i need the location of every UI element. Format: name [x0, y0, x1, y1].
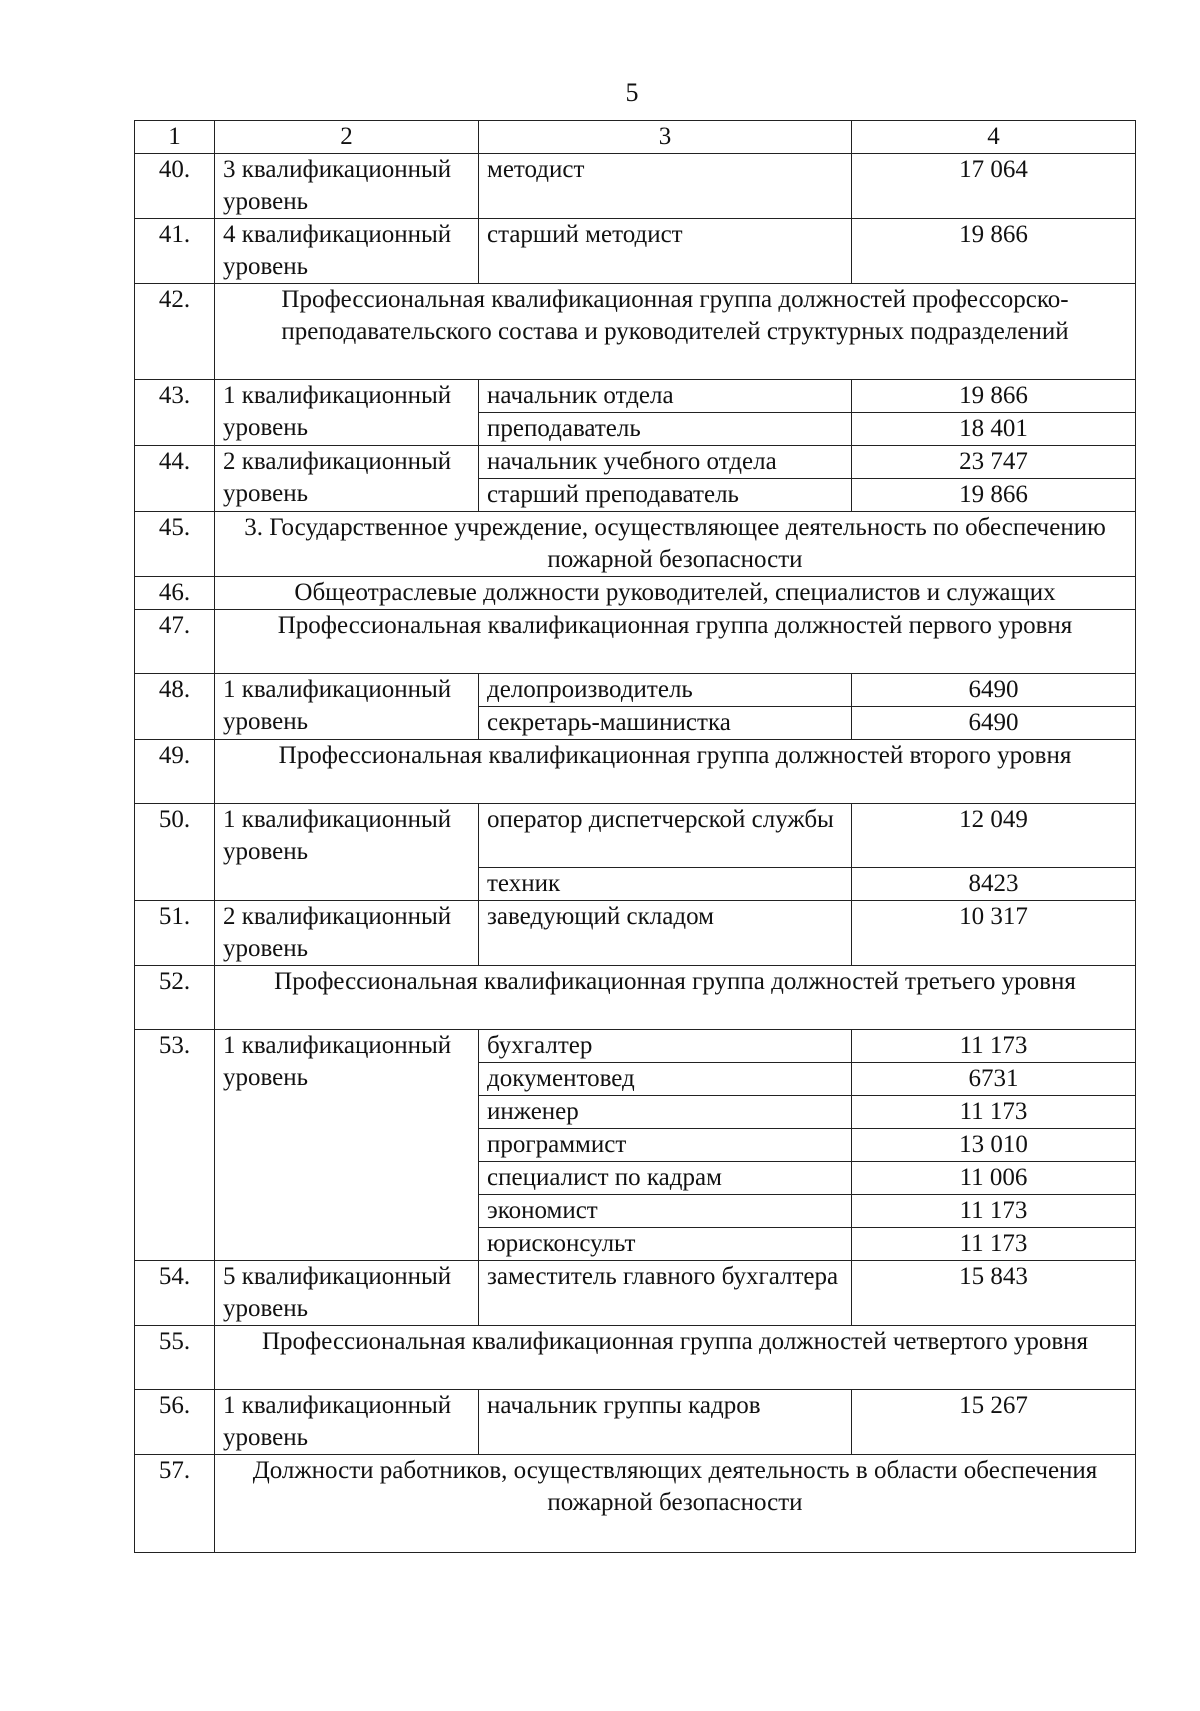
salary-value: 6731	[852, 1063, 1136, 1096]
qualification-level: 1 квалификационный уровень	[215, 380, 479, 446]
table-row	[135, 512, 1136, 577]
qualification-level: 4 квалификационный уровень	[215, 219, 479, 284]
table-row	[135, 380, 1136, 413]
qualification-level: 2 квалификационный уровень	[215, 446, 479, 512]
qualification-level: 1 квалификационный уровень	[215, 1030, 479, 1261]
salary-value: 11 173	[852, 1096, 1136, 1129]
row-number: 51.	[135, 901, 215, 966]
qualification-level: 5 квалификационный уровень	[215, 1261, 479, 1326]
salary-value: 17 064	[852, 154, 1136, 219]
salary-value: 8423	[852, 868, 1136, 901]
group-heading: Профессиональная квалификационная группа должностей третьего уровня	[215, 966, 1136, 1030]
row-number: 41.	[135, 219, 215, 284]
qualification-level: 1 квалификационный уровень	[215, 674, 479, 740]
table-row	[135, 901, 1136, 966]
position-name: заведующий складом	[479, 901, 852, 966]
position-name: специалист по кадрам	[479, 1162, 852, 1195]
row-number: 43.	[135, 380, 215, 446]
group-heading: Профессиональная квалификационная группа должностей профессорско-преподавательского состава и руководителей структурных подразделений	[215, 284, 1136, 380]
salary-value: 11 173	[852, 1195, 1136, 1228]
row-number: 47.	[135, 610, 215, 674]
salary-value: 15 267	[852, 1390, 1136, 1455]
salary-value: 13 010	[852, 1129, 1136, 1162]
header-cell: 2	[215, 121, 479, 154]
position-name: старший преподаватель	[479, 479, 852, 512]
header-cell: 1	[135, 121, 215, 154]
table-row	[135, 219, 1136, 284]
salary-value: 11 173	[852, 1030, 1136, 1063]
row-number: 40.	[135, 154, 215, 219]
position-name: старший методист	[479, 219, 852, 284]
row-number: 49.	[135, 740, 215, 804]
table-row	[135, 804, 1136, 868]
position-name: экономист	[479, 1195, 852, 1228]
salary-value: 11 006	[852, 1162, 1136, 1195]
header-cell: 3	[479, 121, 852, 154]
row-number: 52.	[135, 966, 215, 1030]
table-row	[135, 284, 1136, 380]
salary-value: 19 866	[852, 380, 1136, 413]
page-number: 5	[625, 78, 639, 107]
position-name: техник	[479, 868, 852, 901]
row-number: 48.	[135, 674, 215, 740]
table-row	[135, 1030, 1136, 1063]
qualification-level: 1 квалификационный уровень	[215, 1390, 479, 1455]
table-row	[135, 674, 1136, 707]
position-name: преподаватель	[479, 413, 852, 446]
table-row	[135, 446, 1136, 479]
group-heading: Профессиональная квалификационная группа должностей второго уровня	[215, 740, 1136, 804]
category-heading: Общеотраслевые должности руководителей, специалистов и служащих	[215, 577, 1136, 610]
position-name: документовед	[479, 1063, 852, 1096]
table-row	[135, 1326, 1136, 1390]
salary-value: 19 866	[852, 219, 1136, 284]
row-number: 45.	[135, 512, 215, 577]
table-row	[135, 154, 1136, 219]
row-number: 50.	[135, 804, 215, 901]
row-number: 42.	[135, 284, 215, 380]
group-heading: Профессиональная квалификационная группа должностей первого уровня	[215, 610, 1136, 674]
salary-value: 6490	[852, 674, 1136, 707]
row-number: 54.	[135, 1261, 215, 1326]
salary-value: 6490	[852, 707, 1136, 740]
salary-value: 11 173	[852, 1228, 1136, 1261]
position-name: начальник группы кадров	[479, 1390, 852, 1455]
position-name: методист	[479, 154, 852, 219]
position-name: начальник отдела	[479, 380, 852, 413]
salary-value: 19 866	[852, 479, 1136, 512]
table-row	[135, 610, 1136, 674]
position-name: программист	[479, 1129, 852, 1162]
salary-value: 18 401	[852, 413, 1136, 446]
position-name: инженер	[479, 1096, 852, 1129]
position-name: начальник учебного отдела	[479, 446, 852, 479]
row-number: 53.	[135, 1030, 215, 1261]
group-heading: Профессиональная квалификационная группа должностей четвертого уровня	[215, 1326, 1136, 1390]
salary-table	[134, 120, 1136, 1553]
salary-value: 10 317	[852, 901, 1136, 966]
row-number: 56.	[135, 1390, 215, 1455]
table-row	[135, 740, 1136, 804]
table-row	[135, 1455, 1136, 1553]
row-number: 46.	[135, 577, 215, 610]
table-header-row	[135, 121, 1136, 154]
salary-value: 23 747	[852, 446, 1136, 479]
category-heading: Должности работников, осуществляющих деятельность в области обеспечения пожарной безопасности	[215, 1455, 1136, 1553]
position-name: заместитель главного бухгалтера	[479, 1261, 852, 1326]
row-number: 55.	[135, 1326, 215, 1390]
position-name: оператор диспетчерской службы	[479, 804, 852, 868]
table-row	[135, 1390, 1136, 1455]
qualification-level: 2 квалификационный уровень	[215, 901, 479, 966]
salary-value: 15 843	[852, 1261, 1136, 1326]
salary-value: 12 049	[852, 804, 1136, 868]
position-name: бухгалтер	[479, 1030, 852, 1063]
table-row	[135, 577, 1136, 610]
row-number: 57.	[135, 1455, 215, 1553]
qualification-level: 1 квалификационный уровень	[215, 804, 479, 901]
header-cell: 4	[852, 121, 1136, 154]
position-name: юрисконсульт	[479, 1228, 852, 1261]
row-number: 44.	[135, 446, 215, 512]
table-row	[135, 966, 1136, 1030]
table-row	[135, 1261, 1136, 1326]
position-name: делопроизводитель	[479, 674, 852, 707]
position-name: секретарь-машинистка	[479, 707, 852, 740]
qualification-level: 3 квалификационный уровень	[215, 154, 479, 219]
section-heading: 3. Государственное учреждение, осуществляющее деятельность по обеспечению пожарной безопасности	[215, 512, 1136, 577]
